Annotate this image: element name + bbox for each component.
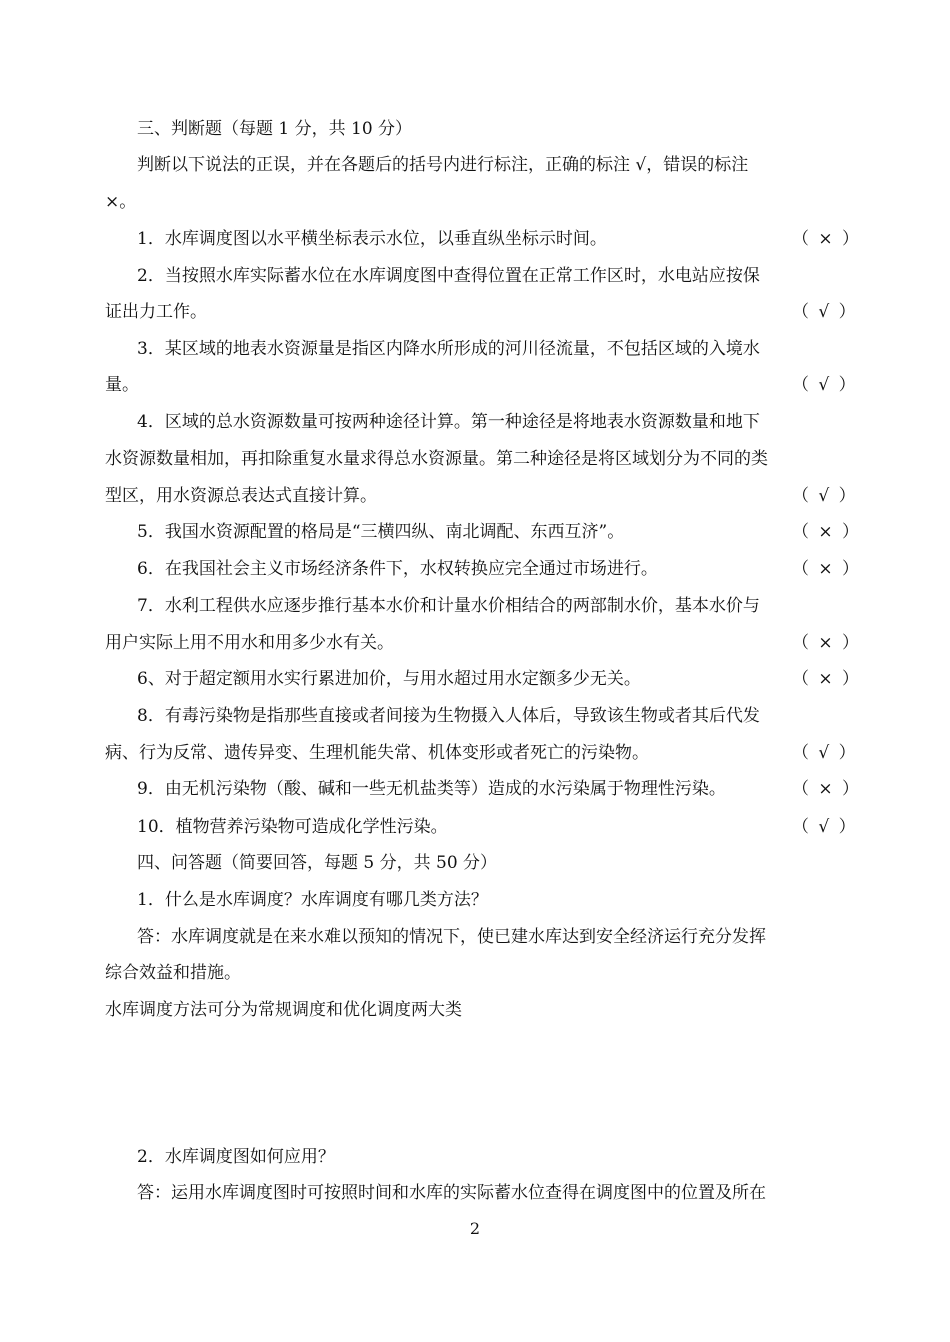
section4-heading: 四、问答题（简要回答，每题 5 分，共 50 分） xyxy=(137,853,498,873)
answer-mark-6: （ × ） xyxy=(792,559,862,579)
question-3-line-1: 3．某区域的地表水资源量是指区内降水所形成的河川径流量，不包括区域的入境水 xyxy=(137,339,760,359)
answer-mark-3: （ √ ） xyxy=(792,375,858,395)
essay-answer-1-line-2: 综合效益和措施。 xyxy=(105,963,241,983)
section3-heading: 三、判断题（每题 1 分，共 10 分） xyxy=(137,119,413,139)
question-6-line-1: 6．在我国社会主义市场经济条件下，水权转换应完全通过市场进行。 xyxy=(137,559,658,579)
page-number: 2 xyxy=(469,1219,481,1238)
essay-question-2: 2．水库调度图如何应用？ xyxy=(137,1147,335,1167)
question-4-line-3: 型区，用水资源总表达式直接计算。 xyxy=(105,486,377,506)
essay-answer-1-line-1: 答：水库调度就是在来水难以预知的情况下，使已建水库达到安全经济运行充分发挥 xyxy=(137,927,766,947)
question-5-line-1: 5．我国水资源配置的格局是“三横四纵、南北调配、东西互济”。 xyxy=(137,522,625,542)
question-2-line-1: 2．当按照水库实际蓄水位在水库调度图中查得位置在正常工作区时，水电站应按保 xyxy=(137,266,760,286)
answer-mark-5: （ × ） xyxy=(792,522,862,542)
question-10-line-1: 10．植物营养污染物可造成化学性污染。 xyxy=(137,817,448,837)
question-1-line-1: 1．水库调度图以水平横坐标表示水位，以垂直纵坐标示时间。 xyxy=(137,229,607,249)
answer-mark-6b: （ × ） xyxy=(792,669,862,689)
instruction-line-1: 判断以下说法的正误，并在各题后的括号内进行标注，正确的标注 √，错误的标注 xyxy=(137,155,749,175)
essay-answer-1-extra: 水库调度方法可分为常规调度和优化调度两大类 xyxy=(105,1000,462,1020)
essay-answer-2-line-1: 答：运用水库调度图时可按照时间和水库的实际蓄水位查得在调度图中的位置及所在 xyxy=(137,1183,766,1203)
answer-mark-2: （ √ ） xyxy=(792,302,858,322)
question-7-line-2: 用户实际上用不用水和用多少水有关。 xyxy=(105,633,394,653)
answer-mark-4: （ √ ） xyxy=(792,486,858,506)
instruction-line-2: ×。 xyxy=(105,192,137,212)
question-3-line-2: 量。 xyxy=(105,375,139,395)
essay-question-1: 1．什么是水库调度？水库调度有哪几类方法？ xyxy=(137,890,488,910)
question-4-line-2: 水资源数量相加，再扣除重复水量求得总水资源量。第二种途径是将区域划分为不同的类 xyxy=(105,449,768,469)
answer-mark-1: （ × ） xyxy=(792,229,862,249)
question-9-line-1: 9．由无机污染物（酸、碱和一些无机盐类等）造成的水污染属于物理性污染。 xyxy=(137,779,726,799)
answer-mark-9: （ × ） xyxy=(792,779,862,799)
question-4-line-1: 4．区域的总水资源数量可按两种途径计算。第一种途径是将地表水资源数量和地下 xyxy=(137,412,760,432)
question-8-line-2: 病、行为反常、遗传异变、生理机能失常、机体变形或者死亡的污染物。 xyxy=(105,743,649,763)
answer-mark-10: （ √ ） xyxy=(792,817,858,837)
answer-mark-8: （ √ ） xyxy=(792,743,858,763)
question-2-line-2: 证出力工作。 xyxy=(105,302,207,322)
answer-mark-7: （ × ） xyxy=(792,633,862,653)
question-8-line-1: 8．有毒污染物是指那些直接或者间接为生物摄入人体后，导致该生物或者其后代发 xyxy=(137,706,760,726)
question-6b-line-1: 6、对于超定额用水实行累进加价，与用水超过用水定额多少无关。 xyxy=(137,669,641,689)
question-7-line-1: 7．水利工程供水应逐步推行基本水价和计量水价相结合的两部制水价，基本水价与 xyxy=(137,596,760,616)
